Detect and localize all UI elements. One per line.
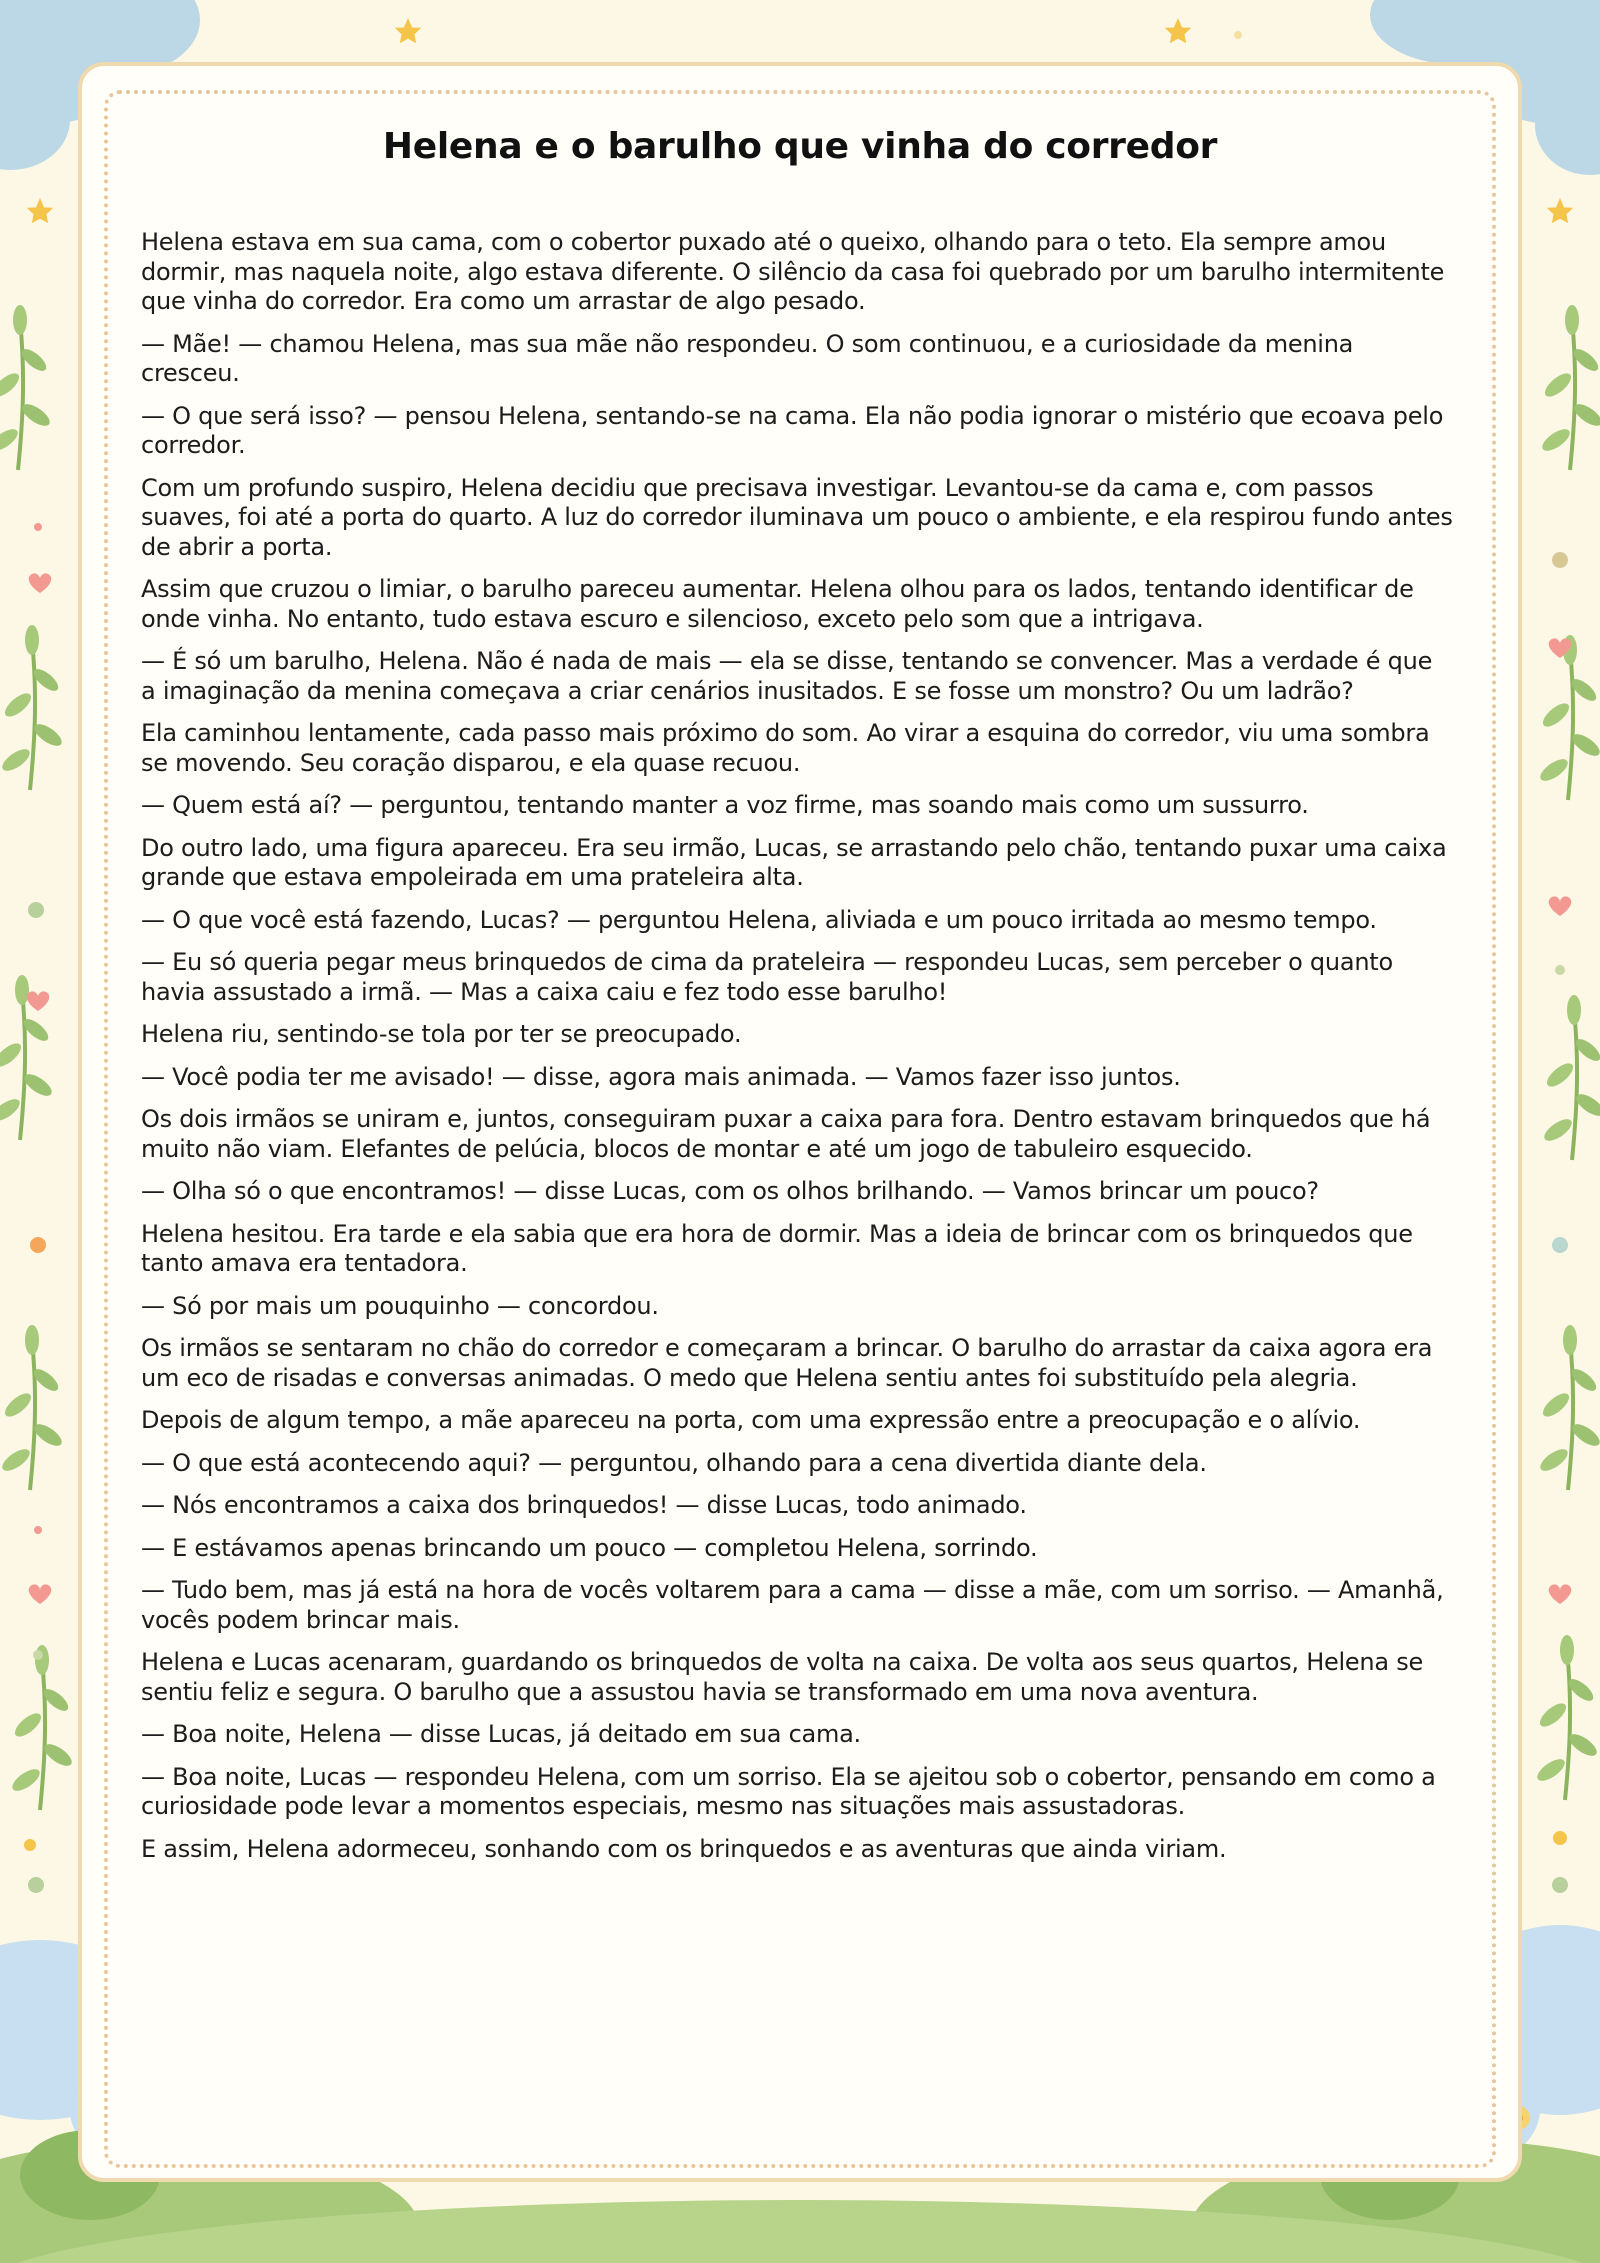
leaf-branch-icon xyxy=(1537,635,1600,800)
page-title: Helena e o barulho que vinha do corredor xyxy=(382,126,1218,167)
story-paragraph: — Nós encontramos a caixa dos brinquedos! — disse Lucas, todo animado. xyxy=(141,1491,1027,1519)
heart-icon xyxy=(27,991,50,1011)
leaf-branch-icon xyxy=(1537,1325,1600,1490)
leaf-branch-icon xyxy=(1541,995,1600,1160)
star-icon xyxy=(395,18,422,43)
story-paragraph: — E estávamos apenas brincando um pouco — completou Helena, sorrindo. xyxy=(141,1533,1038,1562)
heart-icon xyxy=(29,573,52,593)
heart-icon xyxy=(1549,1584,1572,1604)
story-body xyxy=(141,228,1453,1877)
story-paragraph: — Eu só queria pegar meus brinquedos de cima da prateleira — respondeu Lucas, sem perceber o quanto havia assustado a irmã. — Mas a caixa caiu e fez todo esse barulho! xyxy=(141,948,1393,1006)
story-paragraph: — Só por mais um pouquinho — concordou. xyxy=(141,1291,659,1320)
story-paragraph: Helena estava em sua cama, com o cobertor puxado até o queixo, olhando para o teto. Ela sempre amou dormir, mas naquela noite, algo estava diferente. O silêncio da casa foi quebrado por um barulho intermitente que vinha do corredor. Era como um arrastar de algo pesado. xyxy=(141,228,1445,315)
story-paragraph: Assim que cruzou o limiar, o barulho pareceu aumentar. Helena olhou para os lados, tentando identificar de onde vinha. No entanto, tudo estava escuro e silencioso, exceto pelo som que a intrigava. xyxy=(141,575,1414,633)
story-paragraph: — O que você está fazendo, Lucas? — perguntou Helena, aliviada e um pouco irritada ao mesmo tempo. xyxy=(141,905,1377,934)
leaf-branch-icon xyxy=(1534,1635,1600,1800)
heart-icon xyxy=(29,1584,52,1604)
story-paragraph: — Tudo bem, mas já está na hora de vocês voltarem para a cama — disse a mãe, com um sorriso. — Amanhã, vocês podem brincar mais. xyxy=(141,1576,1444,1634)
leaf-branch-icon xyxy=(1539,305,1600,470)
story-paragraph: — Boa noite, Helena — disse Lucas, já deitado em sua cama. xyxy=(141,1720,861,1748)
star-icon xyxy=(1547,198,1574,223)
story-paragraph: — Mãe! — chamou Helena, mas sua mãe não respondeu. O som continuou, e a curiosidade da menina cresceu. xyxy=(141,329,1354,387)
story-paragraph: — É só um barulho, Helena. Não é nada de mais — ela se disse, tentando se convencer. Mas a verdade é que a imaginação da menina começava a criar cenários inusitados. E se fosse um monstro? Ou um ladrão? xyxy=(141,647,1433,705)
story-paragraph: — Você podia ter me avisado! — disse, agora mais animada. — Vamos fazer isso juntos. xyxy=(141,1062,1181,1091)
story-paragraph: — Boa noite, Lucas — respondeu Helena, com um sorriso. Ela se ajeitou sob o cobertor, pensando em como a curiosidade pode levar a momentos especiais, mesmo nas situações mais assustadoras. xyxy=(141,1762,1436,1820)
story-paragraph: Helena e Lucas acenaram, guardando os brinquedos de volta na caixa. De volta aos seus quartos, Helena se sentiu feliz e segura. O barulho que a assustou havia se transformado em uma nova aventura. xyxy=(141,1648,1423,1706)
story-paragraph: Depois de algum tempo, a mãe apareceu na porta, com uma expressão entre a preocupação e o alívio. xyxy=(141,1406,1361,1434)
story-paragraph: — O que está acontecendo aqui? — perguntou, olhando para a cena divertida diante dela. xyxy=(141,1448,1207,1477)
story-paragraph: Helena hesitou. Era tarde e ela sabia que era hora de dormir. Mas a ideia de brincar com os brinquedos que tanto amava era tentadora. xyxy=(141,1219,1413,1277)
leaf-branch-icon xyxy=(9,1645,75,1810)
story-paragraph: E assim, Helena adormeceu, sonhando com os brinquedos e as aventuras que ainda viriam. xyxy=(141,1834,1227,1863)
story-paragraph: Do outro lado, uma figura apareceu. Era seu irmão, Lucas, se arrastando pelo chão, tentando puxar uma caixa grande que estava empoleirada em uma prateleira alta. xyxy=(141,833,1447,891)
story-paragraph: — O que será isso? — pensou Helena, sentando-se na cama. Ela não podia ignorar o mistério que ecoava pelo corredor. xyxy=(141,401,1444,459)
leaf-branch-icon xyxy=(0,305,53,470)
heart-icon xyxy=(1549,896,1572,916)
leaf-branch-icon xyxy=(0,1325,65,1490)
story-paragraph: Os dois irmãos se uniram e, juntos, conseguiram puxar a caixa para fora. Dentro estavam brinquedos que há muito não viam. Elefantes de pelúcia, blocos de montar e até um jogo de tabuleiro esquecido. xyxy=(141,1105,1431,1163)
star-icon xyxy=(27,198,54,223)
story-paragraph: Com um profundo suspiro, Helena decidiu que precisava investigar. Levantou-se da cama e, com passos suaves, foi até a porta do quarto. A luz do corredor iluminava um pouco o ambiente, e ela respirou fundo antes de abrir a porta. xyxy=(141,473,1453,561)
story-paragraph: Helena riu, sentindo-se tola por ter se preocupado. xyxy=(141,1020,742,1048)
star-icon xyxy=(1165,18,1192,43)
story-paragraph: — Quem está aí? — perguntou, tentando manter a voz firme, mas soando mais como um sussurro. xyxy=(141,791,1309,819)
story-paragraph: Os irmãos se sentaram no chão do corredor e começaram a brincar. O barulho do arrastar da caixa agora era um eco de risadas e conversas animadas. O medo que Helena sentiu antes foi substituído pela alegria. xyxy=(141,1334,1433,1392)
leaf-branch-icon xyxy=(0,625,65,790)
story-paragraph: — Olha só o que encontramos! — disse Lucas, com os olhos brilhando. — Vamos brincar um pouco? xyxy=(141,1177,1319,1205)
story-paragraph: Ela caminhou lentamente, cada passo mais próximo do som. Ao virar a esquina do corredor, viu uma sombra se movendo. Seu coração disparou, e ela quase recuou. xyxy=(141,719,1430,777)
